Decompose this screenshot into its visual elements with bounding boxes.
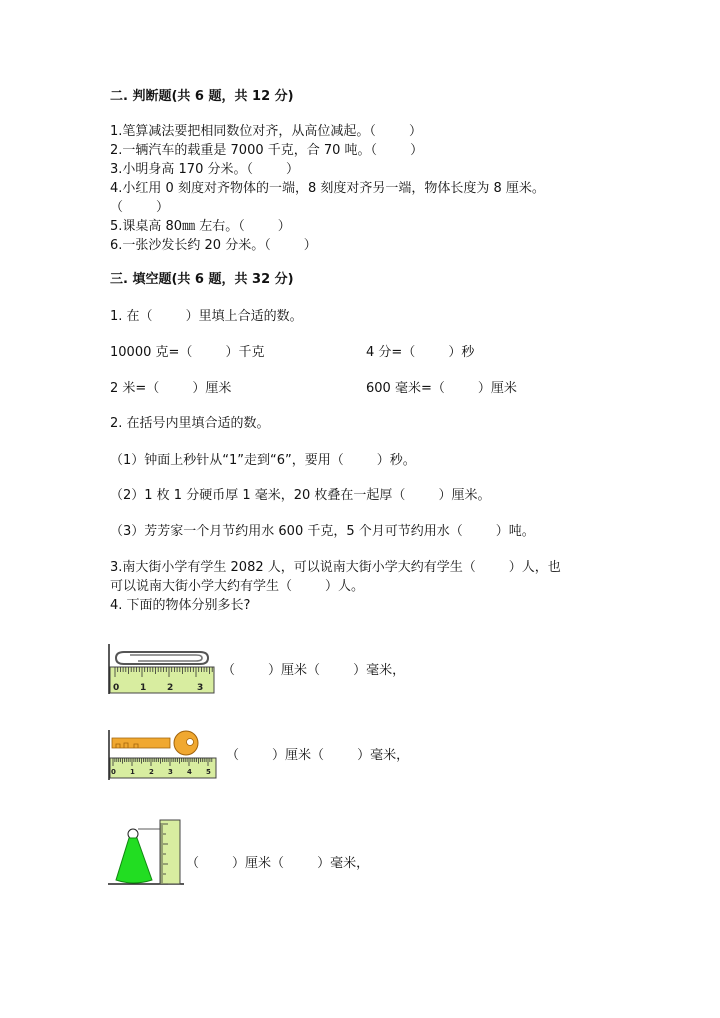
question-2-4: 4.小红用 0 刻度对齐物体的一端，8 刻度对齐另一端，物体长度为 8 厘米。 [110, 181, 545, 196]
question-3-4-a: （ ）厘米（ ）毫米， [222, 663, 406, 678]
ruler-tick-label: 0 [111, 768, 116, 776]
ruler-tick-label: 0 [113, 683, 120, 693]
question-3-2-a: （1）钟面上秒针从“1”走到“6”，要用（ ）秒。 [110, 453, 416, 468]
question-2-3: 3.小明身高 170 分米。（ ） [110, 162, 300, 177]
ruler-tick-label: 3 [197, 683, 204, 693]
paperclip-ruler-figure [108, 644, 218, 696]
key-icon [112, 731, 198, 755]
key-ruler-figure [108, 730, 220, 782]
question-3-4-c: （ ）厘米（ ）毫米， [186, 856, 370, 871]
ruler-tick-label: 2 [149, 768, 154, 776]
ruler-tick-label: 3 [168, 768, 173, 776]
cone-ruler-figure [106, 816, 186, 886]
section-2-title: 二. 判断题(共 6 题，共 12 分) [110, 89, 294, 104]
ruler-tick-label: 4 [187, 768, 192, 776]
question-3-4-b: （ ）厘米（ ）毫米， [226, 748, 410, 763]
question-2-6: 6.一张沙发长约 20 分米。（ ） [110, 238, 317, 253]
section-3-title: 三. 填空题(共 6 题，共 32 分) [110, 272, 294, 287]
question-2-1: 1.笔算减法要把相同数位对齐，从高位减起。（ ） [110, 124, 422, 139]
cone-icon [116, 829, 166, 883]
ruler-tick-label: 2 [167, 683, 174, 693]
question-3-1-b: 4 分=（ ）秒 [366, 345, 475, 360]
question-3-1-d: 600 毫米=（ ）厘米 [366, 381, 517, 396]
question-3-1-a: 10000 克=（ ）千克 [110, 345, 265, 360]
question-3-3-line1: 3.南大街小学有学生 2082 人，可以说南大街小学大约有学生（ ）人，也 [110, 560, 561, 575]
ruler-tick-label: 5 [206, 768, 211, 776]
question-3-1-stem: 1. 在（ ）里填上合适的数。 [110, 309, 303, 324]
paperclip-icon [116, 652, 208, 664]
ruler-tick-label: 1 [140, 683, 147, 693]
question-3-4-stem: 4. 下面的物体分别多长? [110, 598, 251, 613]
question-2-2: 2.一辆汽车的载重是 7000 千克，合 70 吨。（ ） [110, 143, 424, 158]
question-3-2-c: （3）芳芳家一个月节约用水 600 千克，5 个月可节约用水（ ）吨。 [110, 524, 535, 539]
question-3-2-stem: 2. 在括号内里填合适的数。 [110, 416, 270, 431]
question-3-3-line2: 可以说南大街小学大约有学生（ ）人。 [110, 579, 365, 594]
question-3-2-b: （2）1 枚 1 分硬币厚 1 毫米，20 枚叠在一起厚（ ）厘米。 [110, 488, 491, 503]
question-2-4-bracket: （ ） [110, 200, 170, 215]
question-2-5: 5.课桌高 80㎜ 左右。（ ） [110, 219, 291, 234]
question-3-1-c: 2 米=（ ）厘米 [110, 381, 232, 396]
ruler-tick-label: 1 [130, 768, 135, 776]
